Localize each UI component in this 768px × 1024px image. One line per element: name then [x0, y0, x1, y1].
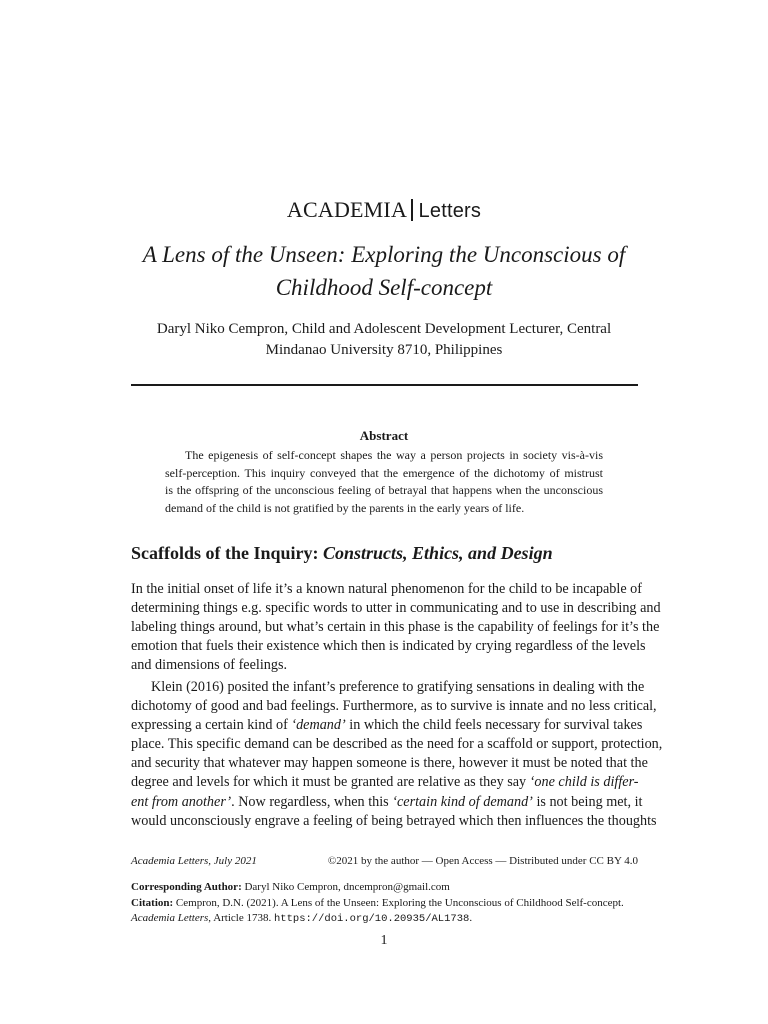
body-line: place. This specific demand can be described as the need for a scaffold or support, protection,	[131, 736, 663, 753]
abstract-line: demand of the child is not gratified by the parents in the early years of life.	[165, 500, 525, 515]
emphasis-quote: ent from another’	[131, 793, 232, 810]
body-line: In the initial onset of life it’s a known natural phenomenon for the child to be incapable of	[131, 581, 642, 597]
body-text: is not being met, it	[532, 793, 643, 810]
paragraph-2	[131, 678, 663, 831]
body-line: Klein (2016) posited the infant’s preference to gratifying sensations in dealing with the	[151, 679, 645, 695]
header-divider	[131, 384, 638, 386]
author-line: Daryl Niko Cempron, Child and Adolescent Development Lecturer, Central	[156, 321, 612, 337]
body-line: would unconsciously engrave a feeling of being betrayed which then influences the thoughts	[131, 812, 657, 829]
abstract-line: is the offspring of the unconscious feeling of betrayal that happens when the unconscious	[165, 483, 603, 498]
emphasis-quote: ‘one child is differ-	[529, 774, 639, 791]
citation	[131, 896, 651, 912]
section-heading-main: Scaffolds of the Inquiry:	[131, 543, 324, 563]
body-text: . Now regardless, when this	[231, 793, 393, 810]
brand-name: ACADEMIA	[286, 197, 408, 222]
abstract-body	[165, 447, 603, 517]
emphasis-demand: ‘certain kind of demand’	[392, 793, 533, 810]
body-line: labeling things around, but what’s certain in this phase is the capability of feelings for it’s the	[131, 619, 660, 636]
page-number: 1	[380, 933, 388, 948]
author-line: Mindanao University 8710, Philippines	[265, 342, 503, 358]
corresponding-value: Daryl Niko Cempron, dncempron@gmail.com	[241, 881, 450, 893]
citation-cont	[131, 911, 651, 928]
body-line: determining things e.g. specific words to utter in communicating and to use in describing and	[131, 600, 661, 617]
body-text: degree and levels for which it must be granted are relative as they say	[131, 774, 530, 791]
brand-section: Letters	[418, 200, 482, 222]
section-heading-subtitle: Constructs, Ethics, and Design	[323, 543, 553, 563]
paragraph-1	[131, 580, 661, 675]
body-line: and security that whatever may happen someone is there, however it must be noted that the	[131, 755, 648, 772]
citation-end: .	[469, 912, 473, 924]
title-line: Childhood Self-concept	[275, 275, 493, 300]
body-line	[131, 773, 638, 792]
title-line: A Lens of the Unseen: Exploring the Unconscious of	[142, 242, 626, 267]
author-affiliation	[0, 319, 768, 361]
brand-separator	[411, 199, 413, 221]
citation-article: , Article 1738.	[208, 912, 274, 924]
section-heading	[131, 543, 553, 564]
emphasis-demand: ‘demand’	[291, 717, 346, 734]
journal-brand	[0, 197, 768, 223]
citation-journal: Academia Letters	[131, 912, 209, 924]
doi-link[interactable]: https://doi.org/10.20935/AL1738	[273, 913, 470, 925]
corresponding-author	[131, 880, 651, 896]
citation-label: Citation:	[131, 896, 174, 909]
journal-date: Academia Letters, July 2021	[131, 855, 257, 867]
body-line	[131, 716, 643, 735]
footnotes	[131, 880, 651, 928]
paper-title	[0, 238, 768, 304]
body-line: dichotomy of good and bad feelings. Furthermore, as to survive is innate and no less critical,	[131, 698, 657, 715]
corresponding-label: Corresponding Author:	[131, 881, 242, 893]
body-line: and dimensions of feelings.	[131, 657, 288, 674]
body-line: emotion that fuels their existence which then is indicated by crying regardless of the levels	[131, 638, 646, 655]
abstract-heading: Abstract	[359, 428, 409, 443]
body-text: expressing a certain kind of	[131, 717, 292, 734]
license-note: ©2021 by the author — Open Access — Distributed under CC BY 4.0	[327, 855, 638, 867]
citation-value: Cempron, D.N. (2021). A Lens of the Unseen: Exploring the Unconscious of Childhood Self-concept.	[173, 896, 624, 909]
abstract-line: self-perception. This inquiry conveyed that the emergence of the dichotomy of mistrust	[165, 465, 603, 480]
abstract-line: The epigenesis of self-concept shapes the way a person projects in society vis-à-vis	[185, 448, 603, 462]
body-line	[131, 793, 643, 812]
body-text: in which the child feels necessary for survival takes	[345, 717, 643, 734]
